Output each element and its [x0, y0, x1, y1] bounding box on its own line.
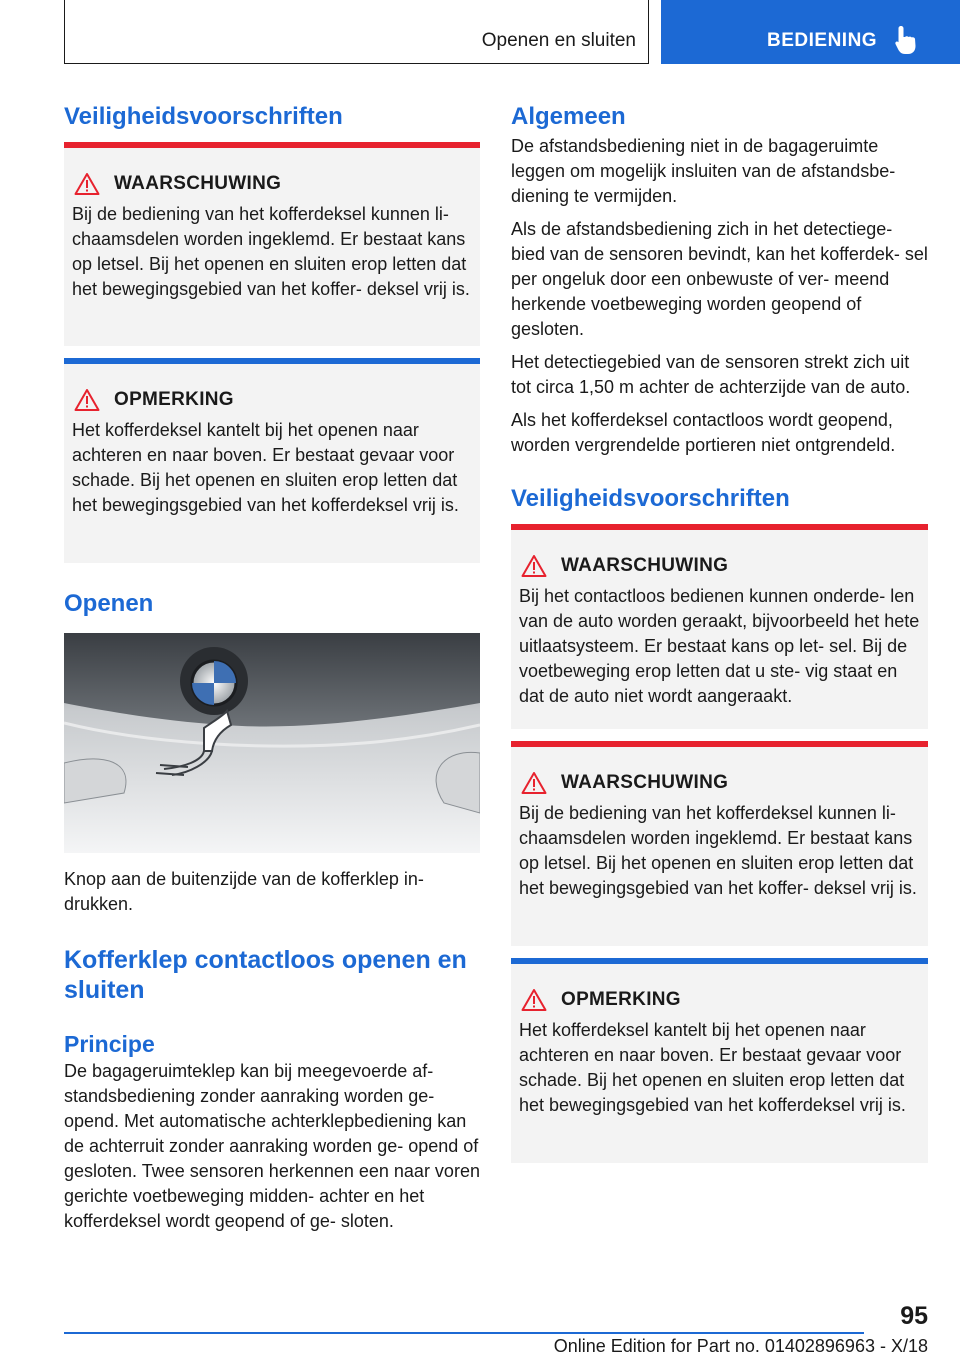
- right-column: [511, 100, 928, 1163]
- warning-triangle-icon: [74, 388, 100, 412]
- note-box-1: [64, 358, 480, 563]
- contactless-heading: Kofferklep contactloos openen en sluiten: [64, 946, 467, 1004]
- trunk-button-image: [64, 633, 480, 853]
- header-section-tab: [661, 0, 960, 64]
- warning-text: Bij de bediening van het kofferdeksel kunnen li‐ chaamsdelen worden ingeklemd. Er bestaat kans op letsel. Bij het openen en sluiten erop letten dat het bewegingsgebied van het koffer‐ deksel vrij is.: [519, 803, 917, 898]
- general-paragraph-1: De afstandsbediening niet in de bagageruimte leggen om mogelijk insluiten van de afstandsbe‐ diening te vermijden.: [511, 136, 896, 206]
- image-caption: Knop aan de buitenzijde van de kofferklep in‐ drukken.: [64, 869, 424, 914]
- hand-pointer-icon: [894, 24, 920, 56]
- note-title: OPMERKING: [114, 389, 234, 410]
- header-chapter-box: [64, 0, 649, 64]
- page-number: 95: [900, 1302, 928, 1330]
- note-title: OPMERKING: [561, 989, 681, 1010]
- footer-divider: [64, 1332, 864, 1334]
- safety-heading-right: Veiligheidsvoorschriften: [511, 485, 790, 512]
- note-text: Het kofferdeksel kantelt bij het openen naar achteren en naar boven. Er bestaat gevaar voor schade. Bij het openen en sluiten erop letten dat het bewegingsgebied van het kofferdeksel vrij is.: [519, 1020, 906, 1115]
- header-chapter-title: Openen en sluiten: [481, 30, 636, 51]
- warning-text: Bij de bediening van het kofferdeksel kunnen li‐ chaamsdelen worden ingeklemd. Er bestaat kans op letsel. Bij het openen en sluiten erop letten dat het bewegingsgebied van het koffer‐ deksel vrij is.: [72, 204, 470, 299]
- footer-edition: Online Edition for Part no. 01402896963 - X/18: [553, 1336, 928, 1356]
- header-section-title: BEDIENING: [767, 30, 878, 51]
- warning-box-2: [511, 524, 928, 729]
- warning-text: Bij het contactloos bedienen kunnen onderde‐ len van de auto worden geraakt, bijvoorbeeld het hete uitlaatsysteem. Er bestaat kans op let‐ sel. Bij de voetbeweging erop letten dat u ste‐ vig staat en dat de auto niet wordt aangeraakt.: [519, 586, 920, 706]
- safety-heading-left: Veiligheidsvoorschriften: [64, 103, 343, 130]
- principle-heading: Principe: [64, 1031, 155, 1057]
- left-column: [64, 100, 480, 1234]
- warning-triangle-icon: [521, 771, 547, 795]
- warning-triangle-icon: [521, 988, 547, 1012]
- general-paragraph-2: Als de afstandsbediening zich in het detectiege‐ bied van de sensoren bevindt, kan het kofferdek‐ sel per ongeluk door een onbewuste of ver‐ meend herkende voetbeweging worden geopend of gesloten.: [511, 219, 928, 339]
- general-paragraph-3: Het detectiegebied van de sensoren strekt zich uit tot circa 1,50 m achter de achterzijde van de auto.: [511, 352, 911, 397]
- note-text: Het kofferdeksel kantelt bij het openen naar achteren en naar boven. Er bestaat gevaar voor schade. Bij het openen en sluiten erop letten dat het bewegingsgebied van het kofferdeksel vrij is.: [72, 420, 459, 515]
- note-box-2: [511, 958, 928, 1163]
- open-heading: Openen: [64, 590, 154, 617]
- principle-text: De bagageruimteklep kan bij meegevoerde af‐ standsbediening zonder aanraking worden ge‐ opend. Met automatische achterklepbediening kan de achterruit zonder aanraking worden ge‐ opend of gesloten. Twee sensoren herkennen een naar voren gerichte voetbeweging midden‐ achter en het kofferdeksel wordt geopend of ge‐ sloten.: [64, 1061, 480, 1231]
- warning-triangle-icon: [521, 554, 547, 578]
- warning-triangle-icon: [74, 172, 100, 196]
- warning-title: WAARSCHUWING: [114, 173, 282, 194]
- general-heading: Algemeen: [511, 103, 626, 130]
- general-paragraph-4: Als het kofferdeksel contactloos wordt geopend, worden vergrendelde portieren niet ontgrendeld.: [511, 410, 896, 455]
- warning-box-1: [64, 142, 480, 346]
- warning-box-3: [511, 741, 928, 946]
- warning-title: WAARSCHUWING: [561, 772, 729, 793]
- warning-title: WAARSCHUWING: [561, 555, 729, 576]
